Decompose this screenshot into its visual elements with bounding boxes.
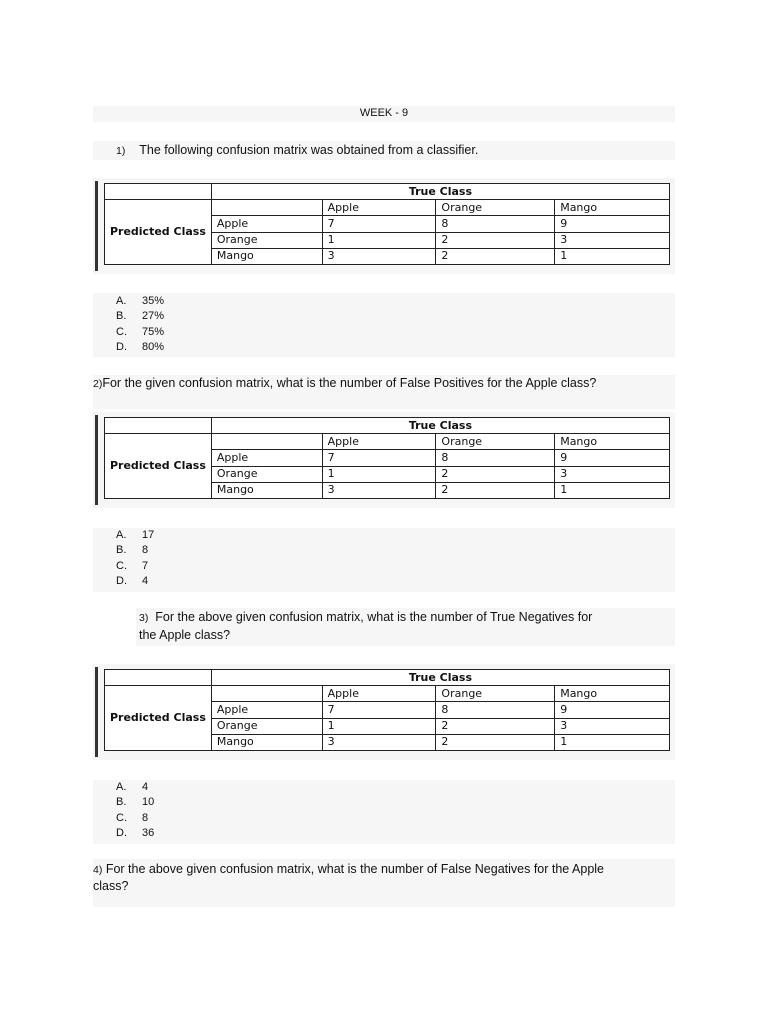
column-header: Apple xyxy=(322,686,436,702)
table-row xyxy=(105,434,670,450)
true-class-header: True Class xyxy=(211,670,669,686)
question-text: The following confusion matrix was obtained from a classifier. xyxy=(139,143,479,157)
option-a: A. 35% xyxy=(116,295,165,307)
true-class-header: True Class xyxy=(211,418,669,434)
table-row xyxy=(105,200,670,216)
table-row xyxy=(105,686,670,702)
option-b: B. 27% xyxy=(116,310,165,323)
table-cell: 2 xyxy=(436,718,555,734)
option-c: C. 8 xyxy=(116,811,149,824)
table-row xyxy=(105,418,670,434)
question-4-line-1 xyxy=(93,862,604,878)
question-text: For the above given confusion matrix, what is the number of False Negatives for the Apple xyxy=(105,862,605,876)
table-cell: 3 xyxy=(322,482,436,498)
table-cell: 1 xyxy=(322,466,436,482)
table-cell: 1 xyxy=(322,718,436,734)
question-2 xyxy=(93,376,596,392)
table-cell xyxy=(211,200,322,216)
question-3-line-2: the Apple class? xyxy=(139,628,231,642)
page-title: WEEK - 9 xyxy=(359,107,409,119)
column-header: Mango xyxy=(555,434,670,450)
option-a: A. 17 xyxy=(116,529,155,541)
column-header: Apple xyxy=(322,200,436,216)
question-text: For the above given confusion matrix, what is the number of True Negatives for xyxy=(155,610,593,624)
table-cell: 8 xyxy=(436,702,555,718)
table-cell: 8 xyxy=(436,216,555,232)
column-header: Orange xyxy=(436,686,555,702)
table-cell: 1 xyxy=(555,482,670,498)
option-c: C. 7 xyxy=(116,559,149,572)
option-d: D. 36 xyxy=(116,826,155,839)
predicted-class-header: Predicted Class xyxy=(105,686,212,751)
table-cell: 2 xyxy=(436,466,555,482)
table-row xyxy=(105,670,670,686)
table-cell: 7 xyxy=(322,450,436,466)
table-cell xyxy=(211,434,322,450)
confusion-matrix-2 xyxy=(104,417,670,499)
options-1 xyxy=(116,294,164,355)
table-row xyxy=(105,184,670,200)
table-cell: 1 xyxy=(322,232,436,248)
column-header: Orange xyxy=(436,434,555,450)
options-3-band xyxy=(93,780,675,844)
options-1-band xyxy=(93,293,675,357)
table-cell: 3 xyxy=(322,248,436,264)
table-cell: 3 xyxy=(555,232,670,248)
table-cell: 1 xyxy=(555,248,670,264)
confusion-matrix-3 xyxy=(104,669,670,751)
table-cell: 2 xyxy=(436,482,555,498)
table-cell: 3 xyxy=(322,734,436,750)
question-number: 3) xyxy=(139,612,149,624)
table-cell xyxy=(211,686,322,702)
table-cell xyxy=(105,184,212,200)
row-header: Mango xyxy=(211,734,322,750)
option-b: B. 10 xyxy=(116,796,155,809)
question-1 xyxy=(116,143,478,159)
row-header: Apple xyxy=(211,450,322,466)
table-cell: 2 xyxy=(436,232,555,248)
table-cell xyxy=(105,670,212,686)
question-3-line-1 xyxy=(139,610,592,626)
question-number: 1) xyxy=(116,145,126,157)
options-3 xyxy=(116,780,154,841)
table-cell: 9 xyxy=(555,216,670,232)
column-header: Apple xyxy=(322,434,436,450)
row-header: Apple xyxy=(211,216,322,232)
predicted-class-header: Predicted Class xyxy=(105,200,212,265)
table-cell: 2 xyxy=(436,734,555,750)
table-cell xyxy=(105,418,212,434)
table-cell: 3 xyxy=(555,718,670,734)
row-header: Orange xyxy=(211,466,322,482)
question-number: 4) xyxy=(93,864,103,876)
table-cell: 2 xyxy=(436,248,555,264)
row-header: Orange xyxy=(211,232,322,248)
table-cell: 7 xyxy=(322,702,436,718)
table-cell: 1 xyxy=(555,734,670,750)
matrix-2-left-bar xyxy=(95,415,98,505)
option-d: D. 80% xyxy=(116,340,165,353)
column-header: Mango xyxy=(555,200,670,216)
row-header: Apple xyxy=(211,702,322,718)
table-cell: 3 xyxy=(555,466,670,482)
table-cell: 7 xyxy=(322,216,436,232)
question-number: 2) xyxy=(93,378,103,390)
matrix-3-left-bar xyxy=(95,667,98,757)
option-d: D. 4 xyxy=(116,574,149,587)
matrix-1-left-bar xyxy=(95,181,98,271)
option-c: C. 75% xyxy=(116,325,165,338)
row-header: Mango xyxy=(211,248,322,264)
table-cell: 9 xyxy=(555,450,670,466)
column-header: Mango xyxy=(555,686,670,702)
table-cell: 8 xyxy=(436,450,555,466)
question-4-line-2: class? xyxy=(93,879,129,893)
true-class-header: True Class xyxy=(211,184,669,200)
options-2 xyxy=(116,528,154,589)
row-header: Orange xyxy=(211,718,322,734)
options-2-band xyxy=(93,528,675,592)
option-a: A. 4 xyxy=(116,781,149,793)
column-header: Orange xyxy=(436,200,555,216)
option-b: B. 8 xyxy=(116,544,149,557)
predicted-class-header: Predicted Class xyxy=(105,434,212,499)
confusion-matrix-1 xyxy=(104,183,670,265)
question-text: For the given confusion matrix, what is the number of False Positives for the Apple class? xyxy=(102,376,597,390)
table-cell: 9 xyxy=(555,702,670,718)
row-header: Mango xyxy=(211,482,322,498)
